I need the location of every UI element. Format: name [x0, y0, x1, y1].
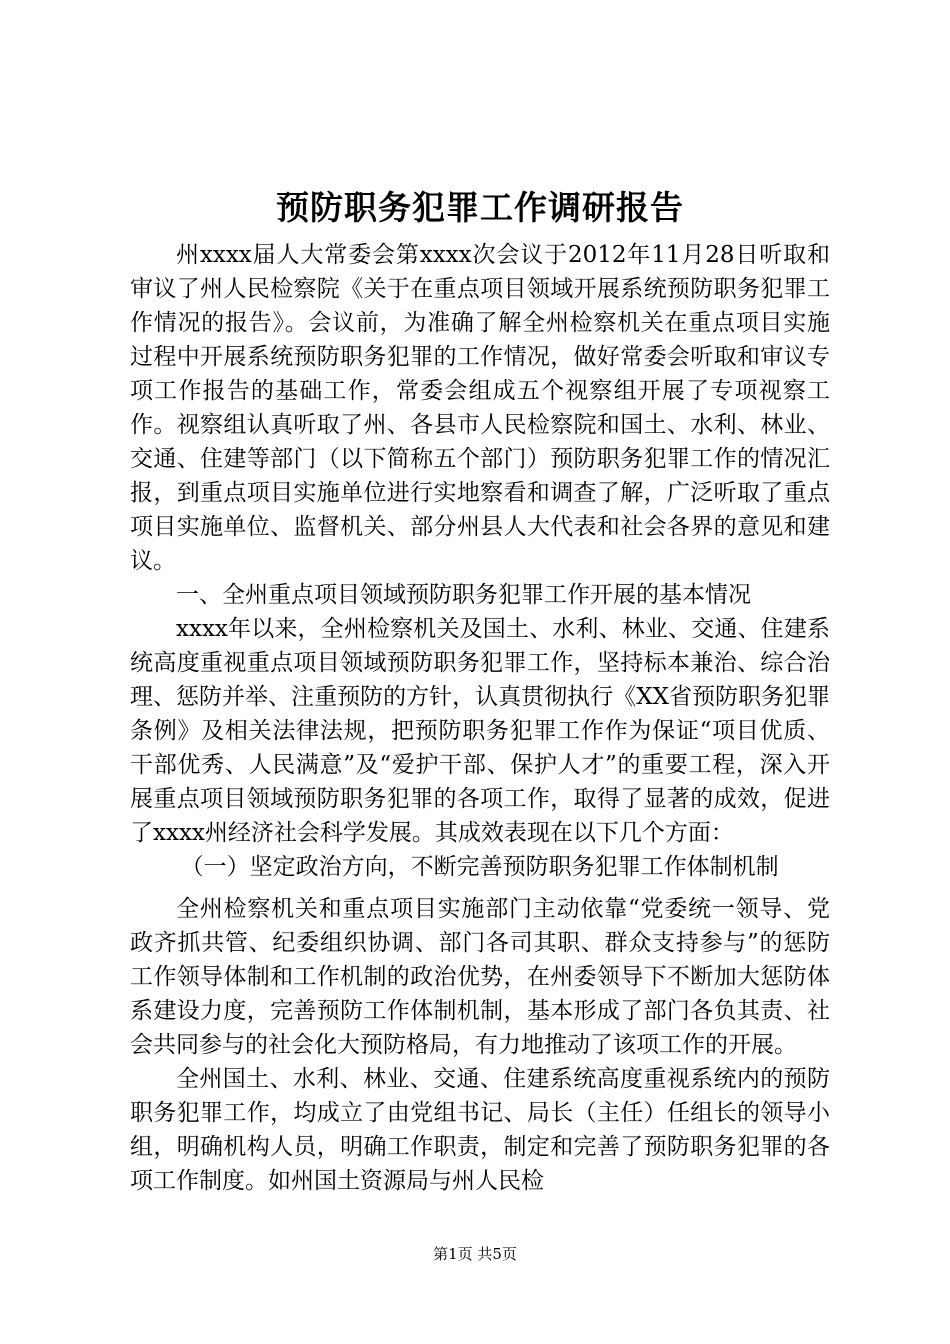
subsection-1-paragraph-2: 全州国土、水利、林业、交通、住建系统高度重视系统内的预防职务犯罪工作，均成立了由党组书记、局长（主任）任组长的领导小组，明确机构人员，明确工作职责，制定和完善了预防职务犯罪的各项工作制度。如州国土资源局与州人民检	[130, 1066, 830, 1194]
document-body	[130, 238, 830, 1198]
section-heading-1: 一、全州重点项目领域预防职务犯罪工作开展的基本情况	[176, 582, 751, 608]
intro-paragraph: 州xxxx届人大常委会第xxxx次会议于2012年11月28日听取和审议了州人民检察院《关于在重点项目领域开展系统预防职务犯罪工作情况的报告》。会议前，为准确了解全州检察机关在重点项目实施过程中开展系统预防职务犯罪的工作情况，做好常委会听取和审议专项工作报告的基础工作，常委会组成五个视察组开展了专项视察工作。视察组认真听取了州、各县市人民检察院和国土、水利、林业、交通、住建等部门（以下简称五个部门）预防职务犯罪工作的情况汇报，到重点项目实施单位进行实地察看和调查了解，广泛听取了重点项目实施单位、监督机关、部分州县人大代表和社会各界的意见和建议。	[130, 242, 830, 574]
page-footer: 第1页 共5页	[433, 1245, 517, 1263]
subsection-heading-1: （一）坚定政治方向，不断完善预防职务犯罪工作体制机制	[180, 854, 779, 880]
document-title: 预防职务犯罪工作调研报告	[276, 188, 684, 227]
section-1-paragraph: xxxx年以来，全州检察机关及国土、水利、林业、交通、住建系统高度重视重点项目领域预防职务犯罪工作，坚持标本兼治、综合治理、惩防并举、注重预防的方针，认真贯彻执行《XX省预防职务犯罪条例》及相关法律法规，把预防职务犯罪工作作为保证“项目优质、干部优秀、人民满意”及“爱护干部、保护人才”的重要工程，深入开展重点项目领域预防职务犯罪的各项工作，取得了显著的成效，促进了xxxx州经济社会科学发展。其成效表现在以下几个方面：	[130, 616, 830, 846]
subsection-1-paragraph-1: 全州检察机关和重点项目实施部门主动依靠“党委统一领导、党政齐抓共管、纪委组织协调、部门各司其职、群众支持参与”的惩防工作领导体制和工作机制的政治优势，在州委领导下不断加大惩防体系建设力度，完善预防工作体制机制，基本形成了部门各负其责、社会共同参与的社会化大预防格局，有力地推动了该项工作的开展。	[130, 896, 830, 1058]
